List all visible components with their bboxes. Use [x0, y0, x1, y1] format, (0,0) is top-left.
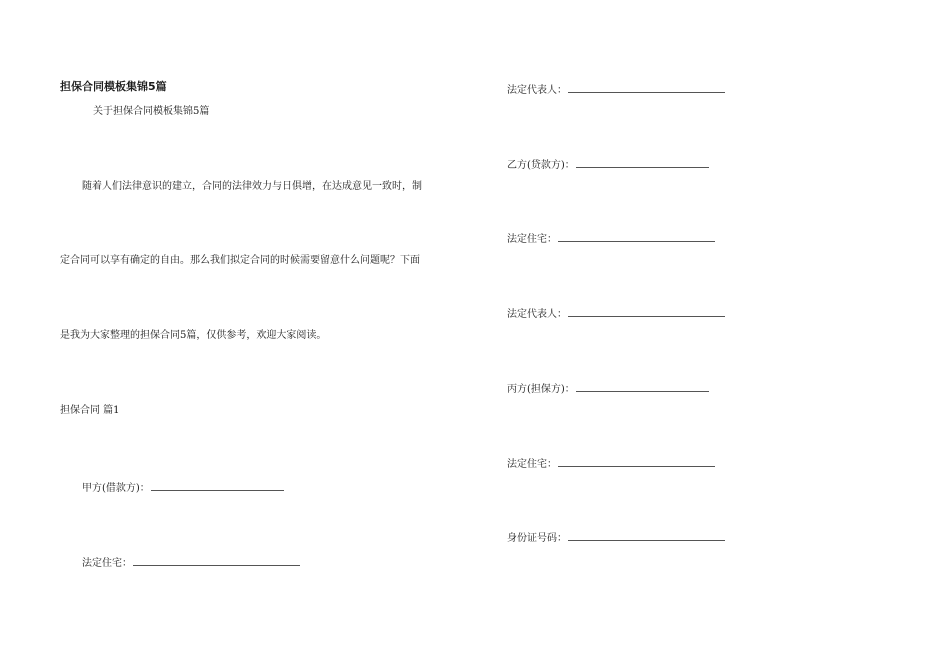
party-b-label: 乙方(贷款方)： — [507, 160, 575, 171]
party-b-blank[interactable] — [576, 156, 709, 168]
paragraph-line-2: 定合同可以享有确定的自由。那么我们拟定合同的时候需要留意什么问题呢？下面 — [60, 255, 420, 266]
party-c-blank[interactable] — [576, 380, 709, 392]
party-a-field — [82, 479, 284, 496]
address-b-label: 法定住宅： — [507, 234, 557, 245]
section-heading: 担保合同 篇1 — [60, 405, 120, 416]
address-c-field — [507, 455, 715, 472]
address-a-blank[interactable] — [133, 554, 300, 566]
party-a-blank[interactable] — [151, 479, 284, 491]
party-c-label: 丙方(担保方)： — [507, 384, 575, 395]
legal-rep-1-label: 法定代表人： — [507, 85, 567, 96]
legal-rep-1-blank[interactable] — [568, 81, 725, 93]
legal-rep-2-label: 法定代表人： — [507, 309, 567, 320]
address-b-blank[interactable] — [558, 230, 715, 242]
address-a-label: 法定住宅： — [82, 558, 132, 569]
document-subtitle: 关于担保合同模板集锦5篇 — [93, 106, 210, 117]
legal-rep-1-field — [507, 81, 725, 98]
legal-rep-2-blank[interactable] — [568, 305, 725, 317]
id-number-blank[interactable] — [568, 529, 725, 541]
party-c-field — [507, 380, 709, 397]
address-b-field — [507, 230, 715, 247]
legal-rep-2-field — [507, 305, 725, 322]
party-b-field — [507, 156, 709, 173]
id-number-label: 身份证号码： — [507, 533, 567, 544]
paragraph-line-1: 随着人们法律意识的建立，合同的法律效力与日俱增，在达成意见一致时，制 — [82, 181, 422, 192]
id-number-field — [507, 529, 725, 546]
party-a-label: 甲方(借款方)： — [82, 483, 150, 494]
address-a-field — [82, 554, 300, 571]
address-c-blank[interactable] — [558, 455, 715, 467]
address-c-label: 法定住宅： — [507, 459, 557, 470]
paragraph-line-3: 是我为大家整理的担保合同5篇，仅供参考，欢迎大家阅读。 — [60, 330, 327, 341]
document-title: 担保合同模板集锦5篇 — [60, 80, 167, 93]
